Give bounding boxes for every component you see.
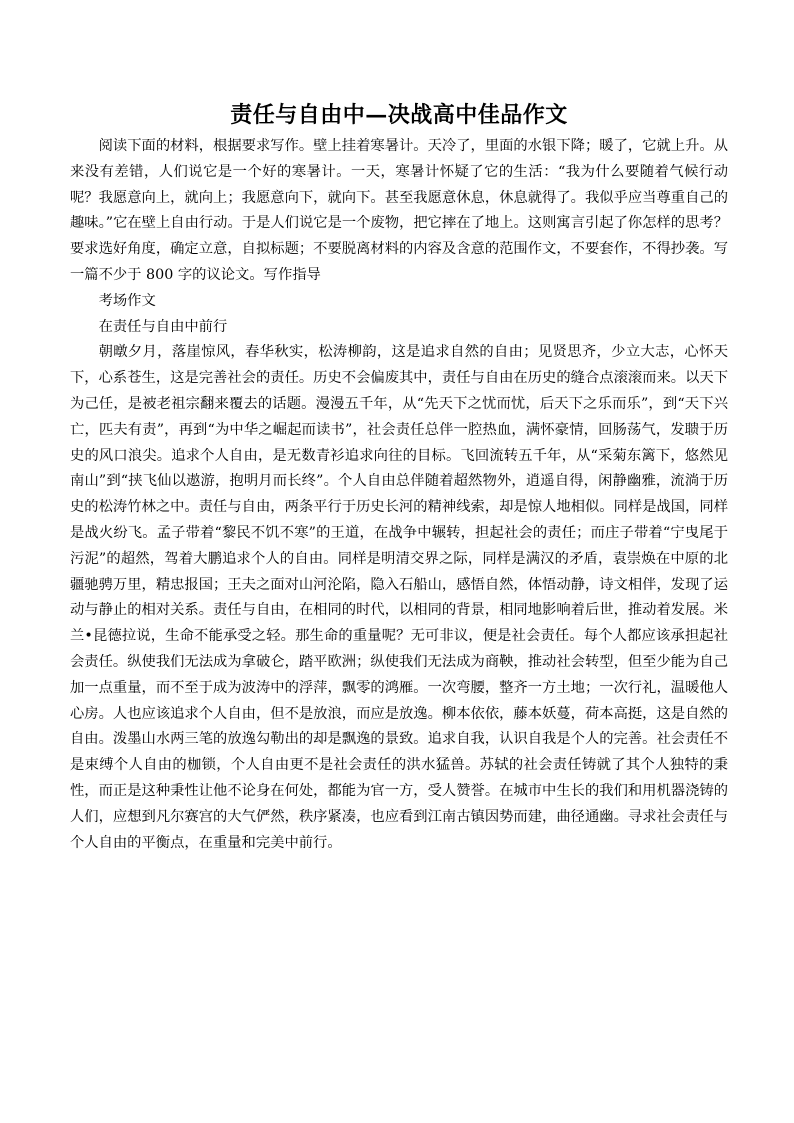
document-page: [70, 100, 728, 856]
essay-body-paragraph: 朝暾夕月，落崖惊风，春华秋实，松涛柳韵，这是追求自然的自由；见贤思齐，少立大志，心怀天下，心系苍生，这是完善社会的责任。历史不会偏废其中，责任与自由在历史的缝合点滚滚而来。以天下为己任，是被老祖宗翻来覆去的话题。漫漫五千年，从“先天下之忧而忧，后天下之乐而乐”，到“天下兴亡，匹夫有责”，再到“为中华之崛起而读书”，社会责任总伴一腔热血，满怀豪情，回肠荡气，发聩于历史的风口浪尖。追求个人自由，是无数青衫追求向往的目标。飞回流转五千年，从“采菊东篱下，悠然见南山”到“挟飞仙以遨游，抱明月而长终”。个人自由总伴随着超然物外，逍遥自得，闲静幽雅，流淌于历史的松涛竹林之中。责任与自由，两条平行于历史长河的精神线索，却是惊人地相似。同样是战国，同样是战火纷飞。孟子带着“黎民不饥不寒”的王道，在战争中辗转，担起社会的责任；而庄子带着“宁曳尾于污泥”的超然，驾着大鹏追求个人的自由。同样是明清交界之际，同样是满汉的矛盾，袁崇焕在中原的北疆驰骋万里，精忠报国；王夫之面对山河沦陷，隐入石船山，感悟自然，体悟动静，诗文相伴，发现了运动与静止的相对关系。责任与自由，在相同的时代，以相同的背景，相同地影响着后世，推动着发展。米兰•昆德拉说，生命不能承受之轻。那生命的重量呢？无可非议，便是社会责任。每个人都应该承担起社会责任。纵使我们无法成为拿破仑，踏平欧洲；纵使我们无法成为商鞅，推动社会转型，但至少能为自己加一点重量，而不至于成为波涛中的浮萍，飘零的鸿雁。一次弯腰，整齐一方土地；一次行礼，温暖他人心房。人也应该追求个人自由，但不是放浪，而应是放逸。柳本依依，藤本妖蔓，荷本高挺，这是自然的自由。泼墨山水两三笔的放逸勾勒出的却是飘逸的景致。追求自我，认识自我是个人的完善。社会责任不是束缚个人自由的枷锁，个人自由更不是社会责任的洪水猛兽。苏轼的社会责任铸就了其个人独特的秉性，而正是这种秉性让他不论身在何处，都能为官一方，受人赞誉。在城市中生长的我们和用机器浇铸的人们，应想到凡尔赛宫的大气俨然，秩序紧凑，也应看到江南古镇因势而建，曲径通幽。寻求社会责任与个人自由的平衡点，在重量和完美中前行。: [70, 344, 728, 851]
section-label: 考场作文: [98, 292, 156, 309]
prompt-paragraph: 阅读下面的材料，根据要求写作。壁上挂着寒暑计。天冷了，里面的水银下降；暖了，它就上升。从来没有差错，人们说它是一个好的寒暑计。一天，寒暑计怀疑了它的生活：“我为什么要随着气候行动呢？我愿意向上，就向上；我愿意向下，就向下。甚至我愿意休息，休息就得了。我似乎应当尊重自己的趣味。”它在壁上自由行动。于是人们说它是一个废物，把它摔在了地上。这则寓言引起了你怎样的思考？要求选好角度，确定立意，自拟标题；不要脱离材料的内容及含意的范围作文，不要套作，不得抄袭。写一篇不少于 800 字的议论文。写作指导: [70, 138, 728, 283]
essay-title: 在责任与自由中前行: [98, 318, 228, 335]
document-title: 责任与自由中—决战高中佳品作文: [230, 102, 568, 128]
